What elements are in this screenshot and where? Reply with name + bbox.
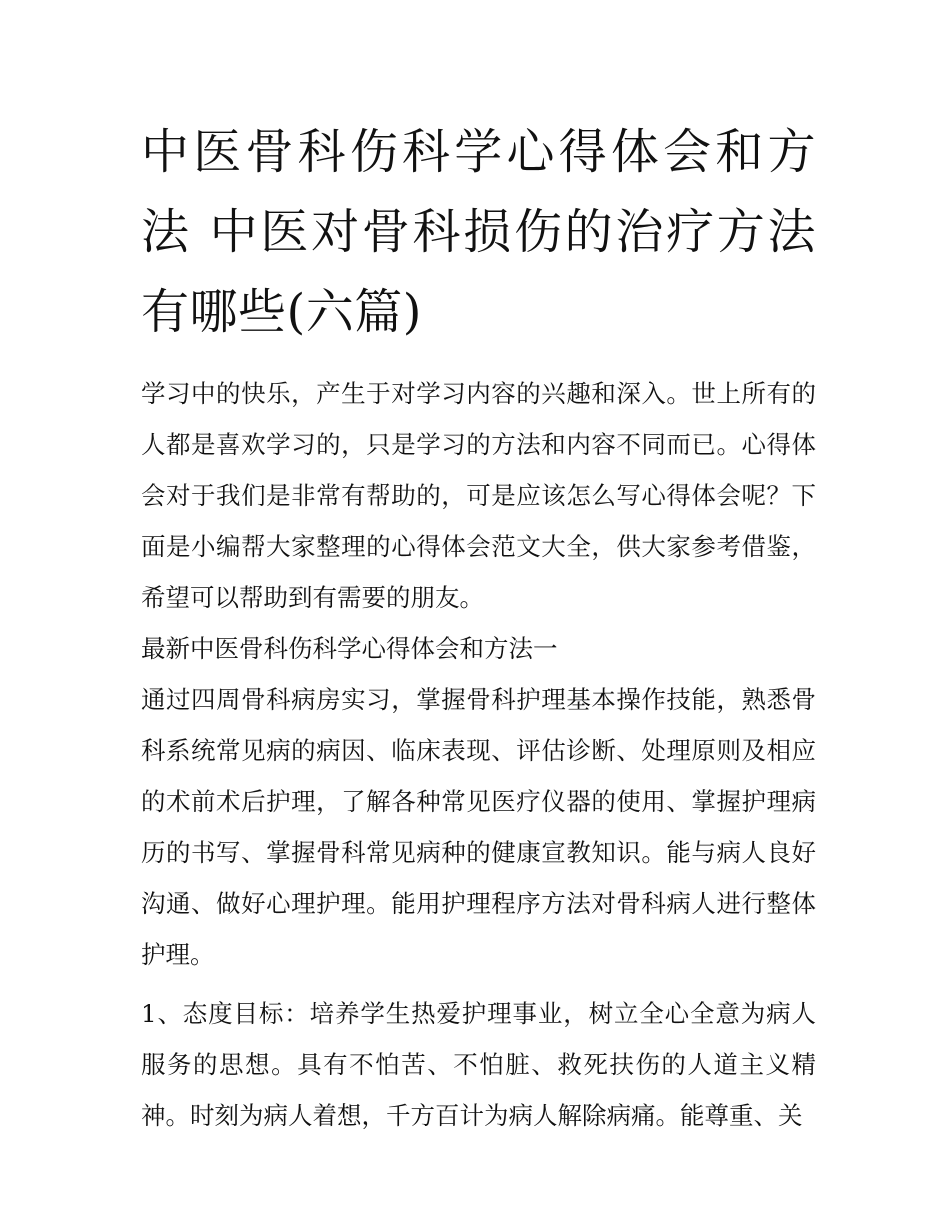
section-heading: 最新中医骨科伤科学心得体会和方法一 [141, 634, 558, 663]
document-title: 中医骨科伤科学心得体会和方法 中医对骨科损伤的治疗方法有哪些(六篇) [141, 124, 816, 340]
document-page [141, 112, 816, 1141]
list-item: 1、态度目标：培养学生热爱护理事业，树立全心全意为病人服务的思想。具有不怕苦、不怕脏、救死扶伤的人道主义精神。时刻为病人着想，千方百计为病人解除病痛。能尊重、关 [141, 999, 816, 1130]
intro-paragraph: 学习中的快乐，产生于对学习内容的兴趣和深入。世上所有的人都是喜欢学习的，只是学习的方法和内容不同而已。心得体会对于我们是非常有帮助的，可是应该怎么写心得体会呢？下面是小编帮大家整理的心得体会范文大全，供大家参考借鉴，希望可以帮助到有需要的朋友。 [141, 379, 816, 612]
section-paragraph: 通过四周骨科病房实习，掌握骨科护理基本操作技能，熟悉骨科系统常见病的病因、临床表现、评估诊断、处理原则及相应的术前术后护理，了解各种常见医疗仪器的使用、掌握护理病历的书写、掌握骨科常见病种的健康宣教知识。能与病人良好沟通、做好心理护理。能用护理程序方法对骨科病人进行整体护理。 [141, 685, 816, 969]
